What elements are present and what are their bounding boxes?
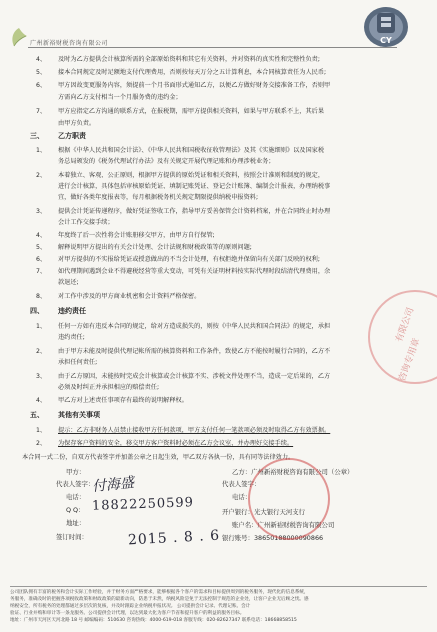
footer-divider [10,586,427,587]
party-a-label: 甲方： [66,468,86,476]
party-a-rep-label: 代表人签字： [56,480,95,488]
leaf-logo-icon [8,26,30,50]
header-divider [28,47,397,48]
party-a-phone-label: 电话： [66,493,86,501]
party-b-bank-label: 开户银行：光大银行天河支行 [222,508,306,516]
party-a-signature: 付海盛 [91,474,135,496]
logo-text: CY [380,36,392,45]
company-stamp [248,458,330,540]
header-company-name: 广州新裕财税咨询有限公司 [30,40,109,47]
party-a-phone-handwritten: 18822250599 [91,495,195,514]
party-b-rep-label: 代表人签字： [222,480,261,488]
footer: 公司团队拥有丰富的税务和会计实际工作经验，并于财务方面严格要求，能够根据各个客户的需求和目标提供周到的税务服务，现代化的信息系统， 务服务，准确及时的把握各项税收政策和财政政策的最新动向，防患于未然，纳税风险是免于无法控制于规范的企业处，让客户企业无后顾之忧。感 纳税安全，所有税务的处理都通过多层次的复核，并及时跟踪企业纳税申报状况。 公司提供会计记录、代理记账、会计 验证、行业并购和审计等一条龙服务。公司提供会计代理，以达到最大化为客户节省和提升客户的利益的服务目标。 地址：广州市天河区天河北路 18 号 邮编编码：510630 咨询热线：4000-619-018 客服专线：020-82627347 联系电话：18668858515 [10,590,309,623]
stamp-text: 有限公司 [394,306,417,344]
contract-page: 广州新裕财税咨询有限公司 CY 4、 及时为乙方提供会计核算所需的全部原始资料和其它有关资料，并对资料的真实性和完整性负责; 5、 接本合同规定及时足额地支付代理费用，否则按每天万分之五计算利息，本合同核算责任为人民币; 6、 甲方因故变更服务内容，须提前一个月书面形式通知乙方，以便乙方做好财务交接准备工作，否则甲 方需向乙方支付相当一个月服务费的违约金； 7、 甲方应指定乙方沟通的联系方式，在报税期，需甲方提供相关资料，如果与甲方联系不上，其后果 由甲方负责。 三、 乙方职责 1、 根据《中华人民共和国会计法》、《中华人民共和国税收征收管理法》及其《实施细则》以及国家税 务总局颁发的《税务代理试行办法》及有关规定开展代理记账和办理涉税业务； 2、 本着独立、客观、公正原则，根据甲方提供的原始凭证和相关资料，按照会计准则和制度的规定， 进行会计核算，具体包括审核原始凭证、填制记账凭证、登记会计账簿、编制会计报表，办理纳税事 宜，做好各类年度报表等，每月根据税务机关规定期限提供纳税申报资料; 3、 提供会计凭证传递程序，做好凭证签收工作，指导甲方妥善保管会计资料档案，并在合同终止时办理 会计工作交接手续； 4、 年度终了后一次性将会计账册移交甲方，由甲方自行保管; 5、 解释说明甲方提出的有关会计处理、会计法规和财税政策等的原则问题; 6、 对甲方提供的不实报给凭证或授意做出的不当会计处理，有权拒绝并保留向有关部门反映的权利; 7、 如代理期间遇到会业不得避税经营等重大变动，可凭有关证明材料按实际代理时段结清代理费用，余 款退还; 8、 对工作中涉及的甲方商业机密和会计资料严格保密。 四、 违约责任 1、 任何一方如有违反本合同的规定，给对方造成损失的，则按《中华人民共和国合同法》的规定，承担 违约责任; 2、 由于甲方未能及时提供代理记帐所需的核算资料和工作条件，致使乙方不能按时履行合同的，乙方不 承担任何责任; 3、 由于乙方原因，未能按时完成会计核算或会计核算不实、涉税文件处理不当，造成一定后果的，乙方 必须及时纠正并承担相应的赔偿责任; 4、 甲乙方对上述责任事项存有最终的说明解释权。 五、 其他有关事项 1、 提示：乙方非财务人员禁止接收甲方任何款项，甲方支付任何一笔款项必须及时取得乙方有效票据。 2、 为保存客户资料的安全，移交甲方客户资料时必须在乙方会议室，并办理好交接手续。 本合同一式二份，自双方代表签字并加盖公章之日起生效，甲乙双方各执一份，具有同等法律效力。 甲方： 代表人签字： 电话： Q Q： 地址： 签订时间： 付海盛 18822250599 2015 . 8 . 6 乙方：广州新裕财税咨询有限公司（公章） 代表人签字： 电话： 开户银行：光大银行天河支行 账户名：广州新裕财税咨询有限公司 银行账号：38650188000090866 有限公司 咨询专用章 公司团队拥有丰富的税务和会计实际工作经验，并于财务方面严格要求，能够根据各个客户的需求和目标提供周到的税务服务，现代化的信息系统， 务服务，准确及时的把握各项税收政策和财政政策的最新动向，防患于未然，纳税风险是免于无法控制于规范的企业处，让客户企业无后顾之忧。感 纳税安全，所有税务的处理都通过多层次的复核，并及时跟踪企业纳税申报状况。 公司提供会计记录、代理记账、会计 验证、行业并购和审计等一条龙服务。公司提供会计代理，以达到最大化为客户节省和提升客户的利益的服务目标。 地址：广州市天河区天河北路 18 号 邮编编码：510630 咨询热线：4000-619-018 客服专线：020-82627347 联系电话：18668858515 [0,0,437,632]
company-seal-logo-icon [360,4,412,50]
section-4-heading: 四、 违约责任 [30,307,86,315]
section-5-heading: 五、 其他有关事项 [30,411,100,419]
party-a-date-label: 签订时间： [56,533,88,541]
party-b-account-name: 账户名：广州新裕财税咨询有限公司 [232,521,335,529]
party-b-phone-label: 电话： [232,493,252,501]
party-a-date-handwritten: 2015 . 8 . 6 [127,527,221,549]
section-3-heading: 三、 乙方职责 [30,132,86,140]
party-b-label: 乙方：广州新裕财税咨询有限公司（公章） [232,468,354,476]
party-b-account-number: 银行账号：38650188000090866 [222,534,324,542]
party-a-qq-label: Q Q： [66,506,85,514]
party-a-address-label: 地址： [66,519,86,527]
stamp-text-2: 咨询专用章 [397,337,423,383]
